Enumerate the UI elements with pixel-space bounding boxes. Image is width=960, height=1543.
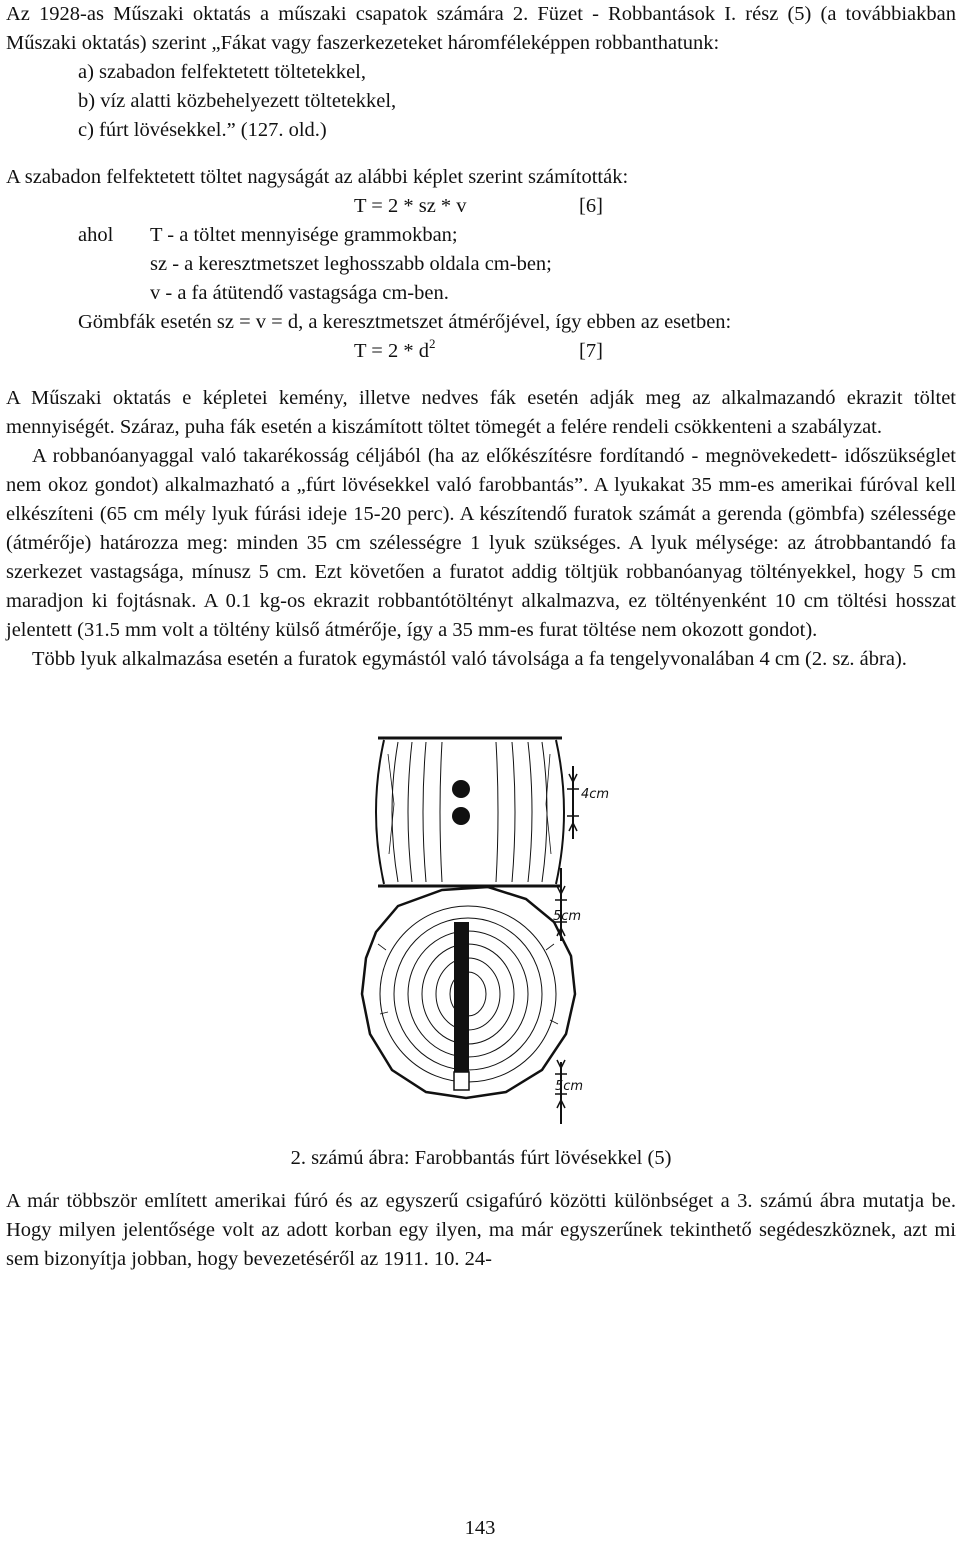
- page-number: 143: [464, 1517, 496, 1539]
- round-timber-text: Gömbfák esetén sz = v = d, a keresztmetszet átmérőjével, így ebben az esetben:: [78, 311, 732, 333]
- stemming: [454, 1072, 469, 1090]
- list-item: b) víz alatti közbehelyezett töltetekkel,: [78, 90, 397, 112]
- drill-hole: [452, 807, 470, 825]
- formula-expression: T = 2 * sz * v: [354, 195, 467, 217]
- document-page: [6, 0, 956, 1274]
- figure-caption: 2. számú ábra: Farobbantás fúrt lövésekkel (5): [290, 1147, 672, 1169]
- drill-hole: [452, 780, 470, 798]
- body-paragraph: Több lyuk alkalmazása esetén a furatok egymástól való távolsága a fa tengelyvonalában 4 cm (2. sz. ábra).: [32, 648, 907, 670]
- label-4cm: 4cm: [581, 787, 610, 802]
- formula-expression: $T = 2 * d^2$: [354, 336, 436, 362]
- closing-paragraph: A már többször említett amerikai fúró és az egyszerű csigafúró közötti különbséget a 3. számú ábra mutatja be. Hogy milyen jelentősége volt az adott korban egy ilyen, ma már egyszerűnek tekinthető segédeszköznek, azt mi sem bizonyítja jobban, hogy bevezetéséről az 1911. 10. 24-: [6, 1190, 956, 1270]
- figure-drilled-blasting: [6, 694, 956, 1144]
- drilled-hole-charge: [454, 922, 469, 1072]
- blast-methods-list: [6, 58, 956, 145]
- formula-definitions: [6, 221, 956, 308]
- formula-lead: A szabadon felfektetett töltet nagyságát az alábbi képlet szerint számították:: [6, 166, 629, 188]
- formula-reference: [7]: [579, 340, 603, 362]
- formula-reference: [6]: [579, 195, 603, 217]
- figure-drawing: [6, 694, 956, 1144]
- list-item: a) szabadon felfektetett töltetekkel,: [78, 61, 367, 83]
- label-5cm-top: 5cm: [553, 909, 582, 924]
- timber-side-view: [376, 738, 564, 886]
- label-5cm-bottom: 5cm: [555, 1079, 584, 1094]
- body-paragraph: A robbanóanyaggal való takarékosság céljából (ha az előkészítésre fordítandó - megnövekedett- időszükséglet nem okoz gondot) alkalmazható a „fúrt lövésekkel való farobbantás”. A lyukakat 35 mm-es amerikai fúróval kell elkészíteni (65 cm mély lyuk fúrási ideje 15-20 perc). A készítendő furatok számát a gerenda (gömbfa) szélessége (átmérője) határozza meg: minden 35 cm szélességre 1 lyuk szükséges. A lyuk mélysége: az átrobbantandó fa szerkezet vastagsága, mínusz 5 cm. Ezt követően a furatot addig töltjük robbanóanyag töltényekkel, hogy 5 cm maradjon ki fojtásnak. A 0.1 kg-os ekrazit robbantótöltényt alkalmazva, ez töltényenként 10 cm töltési hosszat jelentett (31.5 mm volt a töltény külső átmérője, így a 35 mm-es furat töltése nem okozott gondot).: [6, 445, 956, 641]
- body-paragraph: A Műszaki oktatás e képletei kemény, illetve nedves fák esetén adják meg az alkalmazandó ekrazit töltet mennyiségét. Száraz, puha fák esetén a kiszámított töltet tömegét a felére rendeli csökkenteni a szabályzat.: [6, 387, 956, 438]
- formula-7: [6, 337, 956, 366]
- list-item: c) fúrt lövésekkel.” (127. old.): [78, 119, 327, 141]
- dimension-4cm: [567, 766, 579, 839]
- intro-paragraph: Az 1928-as Műszaki oktatás a műszaki csapatok számára 2. Füzet - Robbantások I. rész (5) (a továbbiakban Műszaki oktatás) szerint „Fákat vagy faszerkezeteket háromféleképpen robbanthatunk:: [6, 3, 956, 54]
- formula-6: [6, 192, 956, 221]
- definition-item: T - a töltet mennyisége grammokban;: [150, 224, 458, 246]
- definition-item: v - a fa átütendő vastagsága cm-ben.: [150, 282, 449, 304]
- definition-item: sz - a keresztmetszet leghosszabb oldala cm-ben;: [150, 253, 552, 275]
- where-label: ahol: [78, 224, 114, 246]
